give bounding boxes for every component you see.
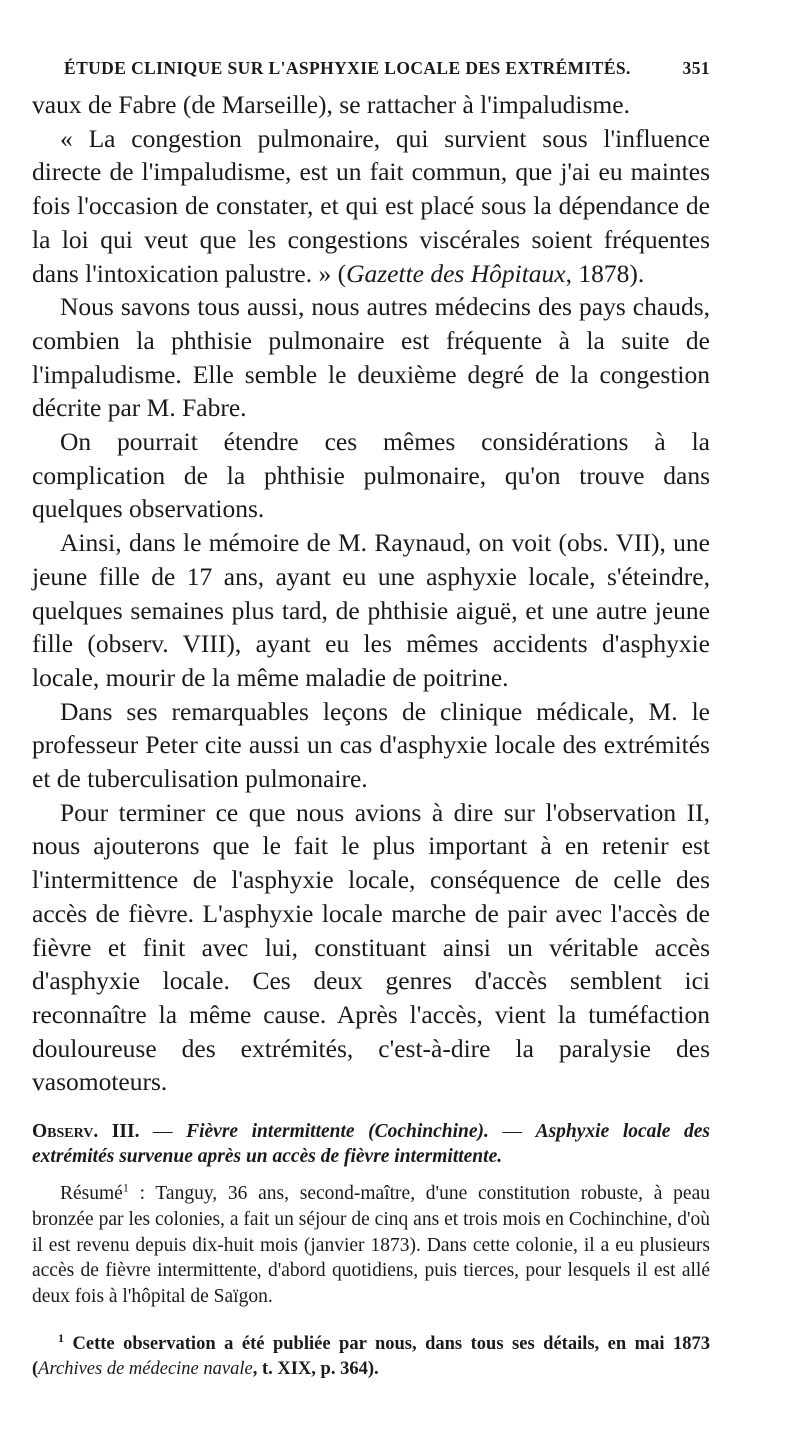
- observation-heading: [32, 1119, 710, 1169]
- resume-label: Résumé: [60, 1183, 123, 1205]
- main-text: [32, 88, 710, 1099]
- book-page: [32, 58, 710, 1382]
- page-number: 351: [682, 58, 710, 78]
- footnote-text-a: Cette observation a été publiée par nous, dans tous ses détails, en mai 1873 (: [32, 1334, 710, 1380]
- resume-footnote-ref: 1: [122, 1180, 129, 1195]
- observation-dash-1: —: [139, 1121, 187, 1143]
- quote-source-year: , 1878).: [565, 258, 645, 288]
- paragraph-7: Pour terminer ce que nous avions à dire sur l'observation II, nous ajouterons que le fait le plus important à en retenir est l'intermittence de l'asphyxie locale, conséquence de celle des accès de fièvre. L'asphyxie locale marche de pair avec l'accès de fièvre et finit avec lui, constituant ainsi un véritable accès d'asphyxie locale. Ces deux genres d'accès semblent ici reconnaître la même cause. Après l'accès, vient la tuméfaction douloureuse des extrémités, c'est-à-dire la paralysie des vasomoteurs.: [32, 797, 710, 1097]
- footnote-journal: Archives de médecine navale: [38, 1359, 253, 1380]
- quote-source-journal: Gazette des Hôpitaux: [346, 258, 566, 288]
- observation-dash-2: —: [488, 1121, 536, 1143]
- paragraph-4: On pourrait étendre ces mêmes considérations à la complication de la phthisie pulmonaire, qu'on trouve dans quelques observations.: [32, 427, 710, 524]
- paragraph-3: Nous savons tous aussi, nous autres médecins des pays chauds, combien la phthisie pulmonaire est fréquente à la suite de l'impaludisme. Elle semble le deuxième degré de la congestion décrite par M. Fabre.: [32, 292, 710, 423]
- resume-section: [32, 1181, 710, 1310]
- resume-text: : Tanguy, 36 ans, second-maître, d'une constitution robuste, à peau bronzée par les colonies, a fait un séjour de cinq ans et trois mois en Cochinchine, d'où il est revenu depuis dix-huit mois (janvier 1873). Dans cette colonie, il a eu plusieurs accès de fièvre intermittente, d'abord quotidiens, puis tierces, pour lesquels il est allé deux fois à l'hôpital de Saïgon.: [32, 1183, 710, 1308]
- paragraph-5: Ainsi, dans le mémoire de M. Raynaud, on voit (obs. VII), une jeune fille de 17 ans, ayant eu une asphyxie locale, s'éteindre, quelques semaines plus tard, de phthisie aiguë, et une autre jeune fille (observ. VIII), ayant eu les mêmes accidents d'asphyxie locale, mourir de la même maladie de poitrine.: [32, 528, 710, 692]
- observation-title-b: Asphyxie locale des extrémités survenue après un accès de fièvre intermittente.: [32, 1121, 711, 1168]
- resume-paragraph: [32, 1181, 710, 1310]
- footnote-marker: 1: [58, 1330, 64, 1345]
- paragraph-1: vaux de Fabre (de Marseille), se rattacher à l'impaludisme.: [32, 90, 630, 119]
- paragraph-quote: [32, 122, 710, 291]
- paragraph-6: Dans ses remarquables leçons de clinique médicale, M. le professeur Peter cite aussi un cas d'asphyxie locale des extrémités et de tuberculisation pulmonaire.: [32, 696, 710, 794]
- quote-text: « La congestion pulmonaire, qui survient sous l'influence directe de l'impaludisme, est un fait commun, que j'ai eu maintes fois l'occasion de constater, et qui est placé sous la dépendance de la loi qui veut que les congestions viscérales soient fréquentes dans l'intoxication palustre. » (: [32, 123, 710, 288]
- running-header: [64, 58, 710, 88]
- footnote-text-b: , t. XIX, p. 364).: [252, 1359, 379, 1380]
- footnote: [32, 1332, 710, 1382]
- running-title: ÉTUDE CLINIQUE SUR L'ASPHYXIE LOCALE DES EXTRÉMITÉS.: [64, 58, 631, 78]
- observation-label: Observ. III.: [32, 1121, 140, 1143]
- observation-title-a: Fièvre intermittente (Cochinchine).: [186, 1121, 489, 1143]
